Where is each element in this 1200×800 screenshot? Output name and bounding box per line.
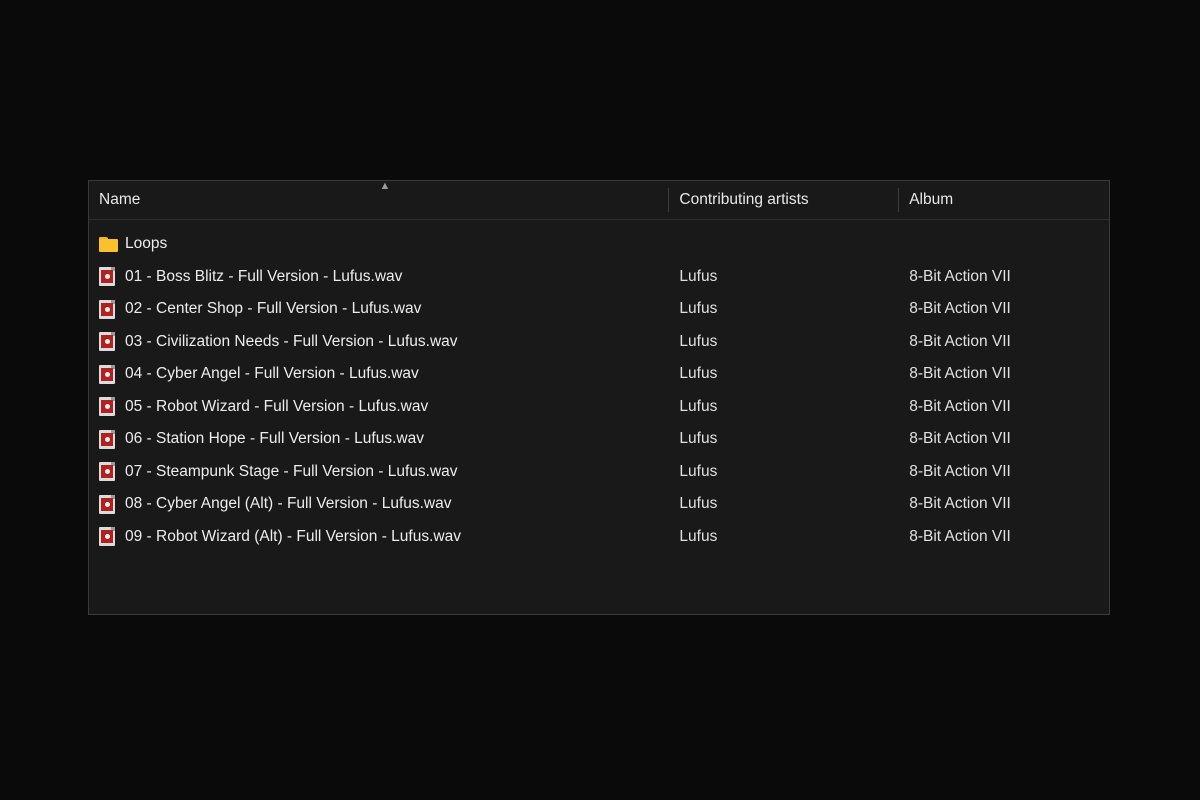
list-item-label: 06 - Station Hope - Full Version - Lufus.wav xyxy=(125,430,424,448)
list-item-label: Loops xyxy=(125,235,168,253)
list-item[interactable] xyxy=(89,293,1109,326)
file-name-cell xyxy=(89,266,669,288)
contributing-artists-cell: Lufus xyxy=(679,365,718,383)
list-item-label: 08 - Cyber Angel (Alt) - Full Version - Lufus.wav xyxy=(125,495,452,513)
album-cell: 8-Bit Action VII xyxy=(909,495,1011,513)
wav-file-icon xyxy=(99,493,125,515)
wav-file-icon xyxy=(99,266,125,288)
contributing-artists-cell: Lufus xyxy=(679,527,718,545)
wav-file-icon xyxy=(99,428,125,450)
list-item[interactable] xyxy=(89,488,1109,521)
contributing-artists-cell: Lufus xyxy=(679,397,718,415)
wav-file-icon xyxy=(99,363,125,385)
list-item[interactable] xyxy=(89,326,1109,359)
wav-file-icon xyxy=(99,396,125,418)
contributing-artists-cell: Lufus xyxy=(679,300,718,318)
album-cell: 8-Bit Action VII xyxy=(909,462,1011,480)
list-item-label: 03 - Civilization Needs - Full Version - Lufus.wav xyxy=(125,332,458,350)
list-item[interactable] xyxy=(89,261,1109,294)
file-name-cell xyxy=(89,331,669,353)
list-item[interactable] xyxy=(89,423,1109,456)
list-item[interactable] xyxy=(89,521,1109,554)
wav-file-icon xyxy=(99,461,125,483)
file-name-cell xyxy=(89,233,669,255)
contributing-artists-cell: Lufus xyxy=(679,462,718,480)
list-item-label: 07 - Steampunk Stage - Full Version - Lufus.wav xyxy=(125,462,458,480)
album-cell: 8-Bit Action VII xyxy=(909,300,1011,318)
column-header-row xyxy=(89,181,1109,220)
wav-file-icon xyxy=(99,298,125,320)
list-item-label: 04 - Cyber Angel - Full Version - Lufus.wav xyxy=(125,365,419,383)
file-name-cell xyxy=(89,363,669,385)
sort-ascending-icon: ▲ xyxy=(379,180,391,192)
column-header-album[interactable]: Album xyxy=(909,191,954,208)
album-cell: 8-Bit Action VII xyxy=(909,430,1011,448)
contributing-artists-cell: Lufus xyxy=(679,332,718,350)
list-item-label: 01 - Boss Blitz - Full Version - Lufus.wav xyxy=(125,267,403,285)
column-header-name[interactable]: Name xyxy=(89,181,669,219)
list-item[interactable] xyxy=(89,228,1109,261)
list-item-label: 02 - Center Shop - Full Version - Lufus.wav xyxy=(125,300,422,318)
list-item[interactable] xyxy=(89,456,1109,489)
file-name-cell xyxy=(89,428,669,450)
file-name-cell xyxy=(89,526,669,548)
list-item[interactable] xyxy=(89,358,1109,391)
list-item-label: 05 - Robot Wizard - Full Version - Lufus.wav xyxy=(125,397,429,415)
file-name-cell xyxy=(89,298,669,320)
wav-file-icon xyxy=(99,526,125,548)
folder-icon xyxy=(99,233,125,255)
file-name-cell xyxy=(89,396,669,418)
album-cell: 8-Bit Action VII xyxy=(909,397,1011,415)
wav-file-icon xyxy=(99,331,125,353)
file-list xyxy=(89,220,1109,553)
contributing-artists-cell: Lufus xyxy=(679,430,718,448)
file-name-cell xyxy=(89,461,669,483)
album-cell: 8-Bit Action VII xyxy=(909,365,1011,383)
album-cell: 8-Bit Action VII xyxy=(909,332,1011,350)
album-cell: 8-Bit Action VII xyxy=(909,267,1011,285)
list-item-label: 09 - Robot Wizard (Alt) - Full Version - Lufus.wav xyxy=(125,527,461,545)
file-list-window xyxy=(88,180,1110,615)
contributing-artists-cell: Lufus xyxy=(679,495,718,513)
file-name-cell xyxy=(89,493,669,515)
contributing-artists-cell: Lufus xyxy=(679,267,718,285)
album-cell: 8-Bit Action VII xyxy=(909,527,1011,545)
list-item[interactable] xyxy=(89,391,1109,424)
column-header-contributing-artists[interactable]: Contributing artists xyxy=(669,181,899,219)
